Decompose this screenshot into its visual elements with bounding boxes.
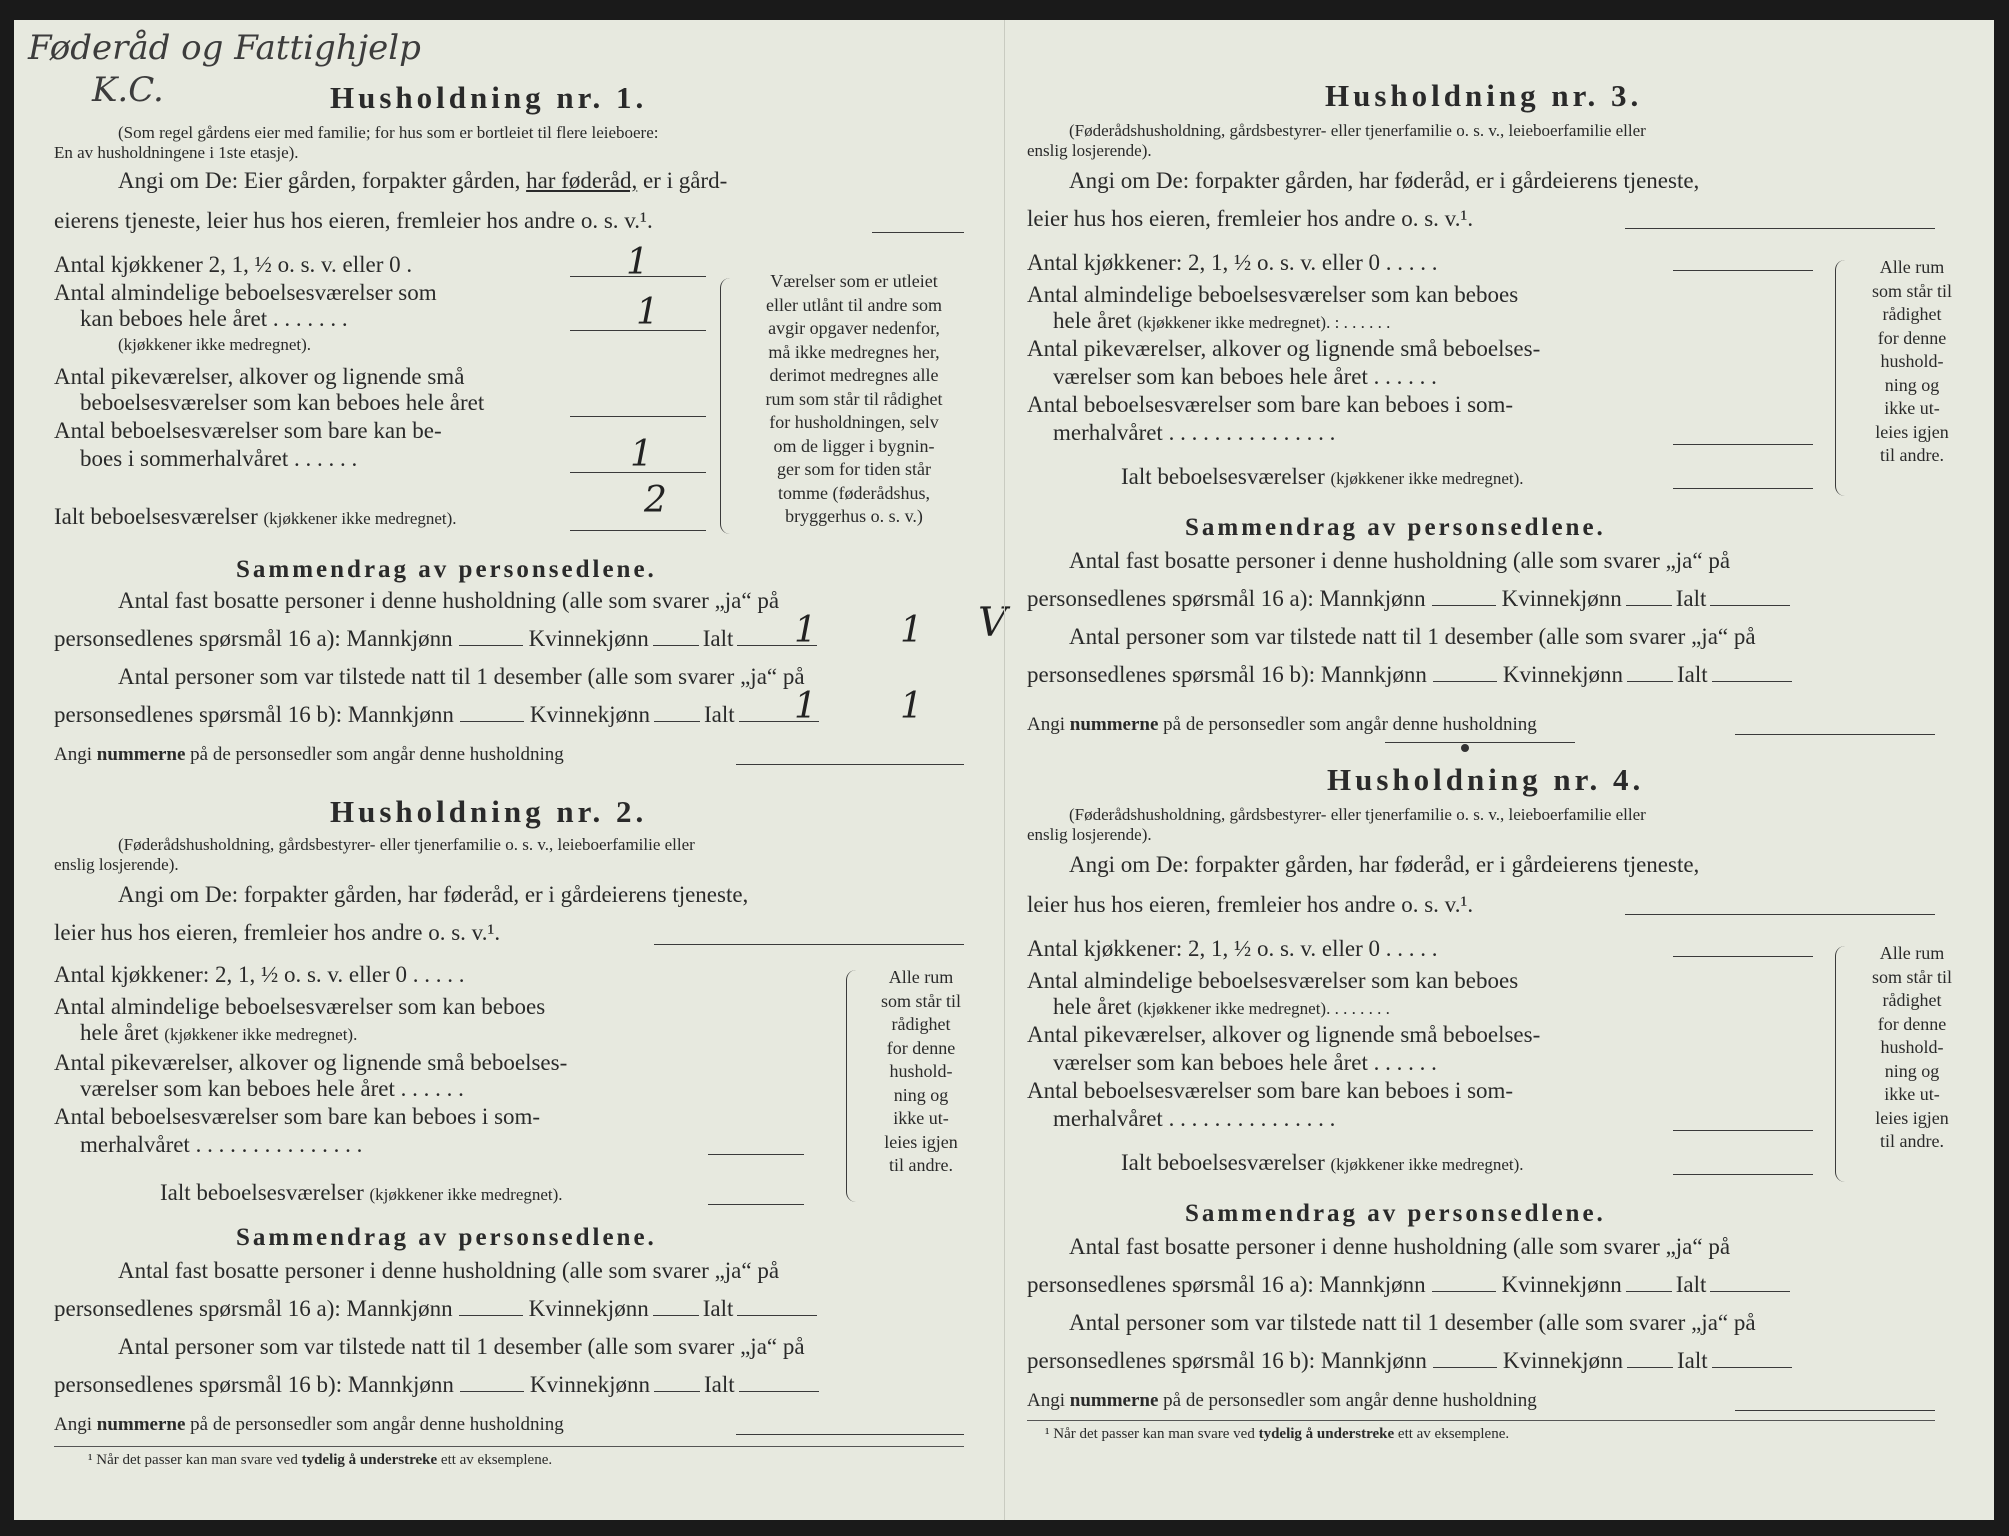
h1-small-rooms-label2: beboelsesværelser som kan beboes hele året: [80, 390, 485, 415]
h2-numbers-line: Angi nummerne på de personsedler som angår denne husholdning: [54, 1414, 564, 1435]
h2-rooms-label: Antal almindelige beboelsesværelser som kan beboes: [54, 994, 546, 1019]
h2-intro-line1: (Føderådshusholdning, gårdsbestyrer- eller tjenerfamilie o. s. v., leieboerfamilie eller: [118, 835, 695, 854]
h1-rooms-label2: kan beboes hele året . . . . . . .: [80, 306, 348, 331]
h3-summary-line1: Antal fast bosatte personer i denne husholdning (alle som svarer „ja“ på: [1069, 548, 1731, 573]
h2-small-rooms-label: Antal pikeværelser, alkover og lignende små beboelses-: [54, 1050, 568, 1075]
handwritten-top-note: Føderåd og Fattighjelp: [28, 28, 421, 68]
h1-small-rooms-label: Antal pikeværelser, alkover og lignende små: [54, 364, 465, 389]
h1-summer-label: Antal beboelsesværelser som bare kan be-: [54, 418, 442, 443]
h3-summer-label2: merhalvåret . . . . . . . . . . . . . . .: [1053, 420, 1336, 445]
h1-summary-line1: Antal fast bosatte personer i denne husholdning (alle som svarer „ja“ på: [118, 588, 780, 613]
h1-rooms-label: Antal almindelige beboelsesværelser som: [54, 280, 437, 305]
h1-title: Husholdning nr. 1.: [330, 80, 648, 115]
h4-summary-16b: personsedlenes spørsmål 16 b): Mannkjønn Kvinnekjønn Ialt: [1027, 1348, 1792, 1374]
h4-summary-line3: Antal personer som var tilstede natt til 1 desember (alle som svarer „ja“ på: [1069, 1310, 1756, 1335]
h1-margin-mark: V: [978, 600, 1007, 646]
h1-rooms-note: (kjøkkener ikke medregnet).: [118, 335, 312, 354]
h4-total-label: Ialt beboelsesværelser (kjøkkener ikke medregnet).: [1121, 1150, 1524, 1175]
h1-summary-16a: personsedlenes spørsmål 16 a): Mannkjønn Kvinnekjønn Ialt: [54, 626, 817, 652]
h2-angi-line1: Angi om De: forpakter gården, har føderåd, er i gårdeierens tjeneste,: [118, 882, 749, 907]
h2-angi-line2: leier hus hos eieren, fremleier hos andre o. s. v.¹.: [54, 920, 501, 945]
h1-summer-value: 1: [630, 434, 653, 475]
h3-kitchens-label: Antal kjøkkener: 2, 1, ½ o. s. v. eller 0 . . . . .: [1027, 250, 1438, 275]
h4-small-rooms-label2: værelser som kan beboes hele året . . . . . .: [1053, 1050, 1437, 1075]
h2-summary-16a: personsedlenes spørsmål 16 a): Mannkjønn Kvinnekjønn Ialt: [54, 1296, 817, 1322]
h1-total-label: Ialt beboelsesværelser (kjøkkener ikke medregnet).: [54, 504, 457, 529]
h3-small-rooms-label2: værelser som kan beboes hele året . . . . . .: [1053, 364, 1437, 389]
h2-intro-line2: enslig losjerende).: [54, 855, 179, 874]
h4-small-rooms-label: Antal pikeværelser, alkover og lignende små beboelses-: [1027, 1022, 1541, 1047]
h1-16a-women-value: 1: [794, 610, 817, 651]
h3-summer-label: Antal beboelsesværelser som bare kan beboes i som-: [1027, 392, 1514, 417]
census-form-sheet: [14, 20, 1994, 1520]
h4-intro-line1: (Føderådshusholdning, gårdsbestyrer- eller tjenerfamilie o. s. v., leieboerfamilie eller: [1069, 805, 1646, 824]
h1-brace: [720, 278, 733, 534]
h4-summary-title: Sammendrag av personsedlene.: [1185, 1200, 1606, 1227]
h1-rooms-value: 1: [636, 292, 659, 333]
h4-summary-line1: Antal fast bosatte personer i denne husholdning (alle som svarer „ja“ på: [1069, 1234, 1731, 1259]
h3-intro-line1: (Føderådshusholdning, gårdsbestyrer- eller tjenerfamilie o. s. v., leieboerfamilie eller: [1069, 121, 1646, 140]
h4-angi-line2: leier hus hos eieren, fremleier hos andre o. s. v.¹.: [1027, 892, 1474, 917]
h3-side-note: Alle rum som står til rådighet for denne hushold- ning og ikke ut- leies igjen til andre.: [1872, 257, 1952, 465]
h1-kitchens-label: Antal kjøkkener 2, 1, ½ o. s. v. eller 0 .: [54, 252, 413, 277]
h1-16b-women-value: 1: [794, 686, 817, 727]
h3-rooms-label: Antal almindelige beboelsesværelser som kan beboes: [1027, 282, 1519, 307]
h4-rooms-label: Antal almindelige beboelsesværelser som kan beboes: [1027, 968, 1519, 993]
h2-summary-16b: personsedlenes spørsmål 16 b): Mannkjønn Kvinnekjønn Ialt: [54, 1372, 819, 1398]
h1-intro-line2: En av husholdningene i 1ste etasje).: [54, 143, 299, 162]
h3-summary-title: Sammendrag av personsedlene.: [1185, 514, 1606, 541]
h4-side-note: Alle rum som står til rådighet for denne hushold- ning og ikke ut- leies igjen til andre.: [1872, 943, 1952, 1151]
h1-summary-line3: Antal personer som var tilstede natt til 1 desember (alle som svarer „ja“ på: [118, 664, 805, 689]
h1-total-value: 2: [644, 480, 667, 521]
h4-summer-label2: merhalvåret . . . . . . . . . . . . . . .: [1053, 1106, 1336, 1131]
h2-kitchens-label: Antal kjøkkener: 2, 1, ½ o. s. v. eller 0 . . . . .: [54, 962, 465, 987]
h1-summary-title: Sammendrag av personsedlene.: [236, 556, 657, 583]
h2-side-note: Alle rum som står til rådighet for denne hushold- ning og ikke ut- leies igjen til andre.: [881, 967, 961, 1175]
h3-angi-line2: leier hus hos eieren, fremleier hos andre o. s. v.¹.: [1027, 206, 1474, 231]
h3-title: Husholdning nr. 3.: [1325, 78, 1643, 113]
h1-intro-line1: (Som regel gårdens eier med familie; for hus som er bortleiet til flere leieboere:: [118, 123, 659, 142]
h3-total-label: Ialt beboelsesværelser (kjøkkener ikke medregnet).: [1121, 464, 1524, 489]
h4-summer-label: Antal beboelsesværelser som bare kan beboes i som-: [1027, 1078, 1514, 1103]
h2-title: Husholdning nr. 2.: [330, 794, 648, 829]
h4-intro-line2: enslig losjerende).: [1027, 825, 1152, 844]
h4-numbers-line: Angi nummerne på de personsedler som angår denne husholdning: [1027, 1390, 1537, 1411]
h1-angi-line1: Angi om De: Eier gården, forpakter gården, har føderåd, er i gård-: [118, 168, 728, 193]
h3-numbers-line: Angi nummerne på de personsedler som angår denne husholdning: [1027, 714, 1537, 735]
divider-dot: [1461, 744, 1469, 752]
h4-angi-line1: Angi om De: forpakter gården, har føderåd, er i gårdeierens tjeneste,: [1069, 852, 1700, 877]
right-footnote: ¹ Når det passer kan man svare ved tydelig å understreke ett av eksemplene.: [1045, 1426, 1510, 1442]
h2-total-label: Ialt beboelsesværelser (kjøkkener ikke medregnet).: [160, 1180, 563, 1205]
h1-kitchens-value: 1: [626, 242, 649, 283]
h1-underlined-option: har føderåd,: [526, 168, 638, 193]
h2-summary-title: Sammendrag av personsedlene.: [236, 1224, 657, 1251]
h2-summer-label2: merhalvåret . . . . . . . . . . . . . . .: [80, 1132, 363, 1157]
h2-summary-line1: Antal fast bosatte personer i denne husholdning (alle som svarer „ja“ på: [118, 1258, 780, 1283]
h4-kitchens-label: Antal kjøkkener: 2, 1, ½ o. s. v. eller 0 . . . . .: [1027, 936, 1438, 961]
h1-summary-16b: personsedlenes spørsmål 16 b): Mannkjønn Kvinnekjønn Ialt: [54, 702, 819, 728]
h3-summary-16a: personsedlenes spørsmål 16 a): Mannkjønn Kvinnekjønn Ialt: [1027, 586, 1790, 612]
h4-rooms-label2: hele året (kjøkkener ikke medregnet). . . . . . . .: [1053, 994, 1390, 1019]
h2-rooms-label2: hele året (kjøkkener ikke medregnet).: [80, 1020, 358, 1045]
section-divider: [1385, 742, 1575, 743]
h2-summer-label: Antal beboelsesværelser som bare kan beboes i som-: [54, 1104, 541, 1129]
h3-brace: [1835, 260, 1848, 496]
h1-summer-label2: boes i sommerhalvåret . . . . . .: [80, 446, 358, 471]
h1-angi-line2: eierens tjeneste, leier hus hos eieren, fremleier hos andre o. s. v.¹.: [54, 208, 653, 233]
left-page: [14, 20, 1007, 1520]
h3-summary-line3: Antal personer som var tilstede natt til 1 desember (alle som svarer „ja“ på: [1069, 624, 1756, 649]
h4-summary-16a: personsedlenes spørsmål 16 a): Mannkjønn Kvinnekjønn Ialt: [1027, 1272, 1790, 1298]
h1-side-note: Værelser som er utleiet eller utlånt til andre som avgir opgaver nedenfor, må ikke medregnes her, derimot medregnes alle rum som står til rådighet for husholdningen, selv om de ligger i bygnin- ger som for tiden står tomme (føderådshus, bryggerhus o. s. v.): [765, 271, 943, 526]
h1-numbers-line: Angi nummerne på de personsedler som angår denne husholdning: [54, 744, 564, 765]
h3-rooms-label2: hele året (kjøkkener ikke medregnet). : . . . . . .: [1053, 308, 1391, 333]
h3-intro-line2: enslig losjerende).: [1027, 141, 1152, 160]
h2-small-rooms-label2: værelser som kan beboes hele året . . . . . .: [80, 1076, 464, 1101]
right-page: [1004, 20, 1995, 1520]
left-footnote: ¹ Når det passer kan man svare ved tydelig å understreke ett av eksemplene.: [88, 1452, 553, 1468]
h4-brace: [1835, 946, 1848, 1182]
h2-brace: [846, 970, 859, 1202]
handwritten-top-initials: K.C.: [92, 70, 164, 110]
h3-small-rooms-label: Antal pikeværelser, alkover og lignende små beboelses-: [1027, 336, 1541, 361]
h3-angi-line1: Angi om De: forpakter gården, har føderåd, er i gårdeierens tjeneste,: [1069, 168, 1700, 193]
h2-summary-line3: Antal personer som var tilstede natt til 1 desember (alle som svarer „ja“ på: [118, 1334, 805, 1359]
h1-16b-total-value: 1: [900, 686, 923, 727]
h1-16a-total-value: 1: [900, 610, 923, 651]
h4-title: Husholdning nr. 4.: [1327, 762, 1645, 797]
h3-summary-16b: personsedlenes spørsmål 16 b): Mannkjønn Kvinnekjønn Ialt: [1027, 662, 1792, 688]
